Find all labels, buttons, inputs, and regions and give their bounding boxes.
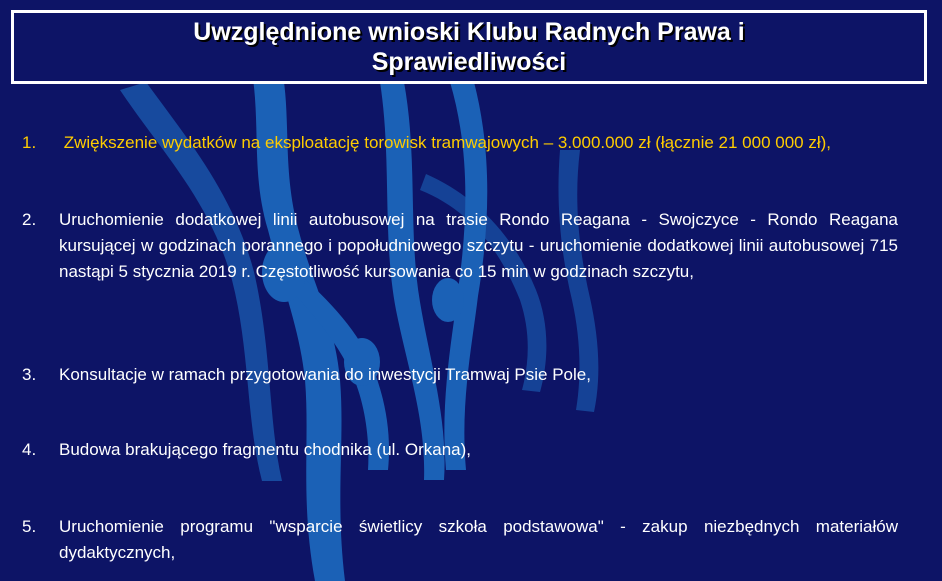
slide-title: Uwzględnione wnioski Klubu Radnych Prawa i Sprawiedliwości <box>193 18 745 76</box>
item-text: Budowa brakującego fragmentu chodnika (ul. Orkana), <box>59 440 472 459</box>
list-item <box>22 362 898 388</box>
item-number: 1. <box>22 133 37 152</box>
item-number: 5. <box>22 517 37 536</box>
list-item <box>22 130 898 156</box>
item-number: 2. <box>22 210 37 229</box>
item-text: Uruchomienie dodatkowej linii autobusowej na trasie Rondo Reagana - Swojczyce - Rondo Reagana kursującej w godzinach porannego i popołudniowego szczytu - uruchomienie dodatkowej linii autobusowej 715 nastąpi 5 stycznia 2019 r. Częstotliwość kursowania co 15 min w godzinach szczytu, <box>59 210 898 281</box>
list-item <box>22 437 898 463</box>
list-item <box>22 514 898 566</box>
item-text: Konsultacje w ramach przygotowania do inwestycji Tramwaj Psie Pole, <box>59 365 591 384</box>
item-number: 3. <box>22 365 37 384</box>
item-number: 4. <box>22 440 37 459</box>
item-text: Uruchomienie programu "wsparcie świetlicy szkoła podstawowa" - zakup niezbędnych materiałów dydaktycznych, <box>59 517 898 562</box>
title-box <box>11 10 927 84</box>
list-item <box>22 207 898 285</box>
item-text: Zwiększenie wydatków na eksploatację torowisk tramwajowych – 3.000.000 zł (łącznie 21 000 000 zł), <box>59 133 832 152</box>
